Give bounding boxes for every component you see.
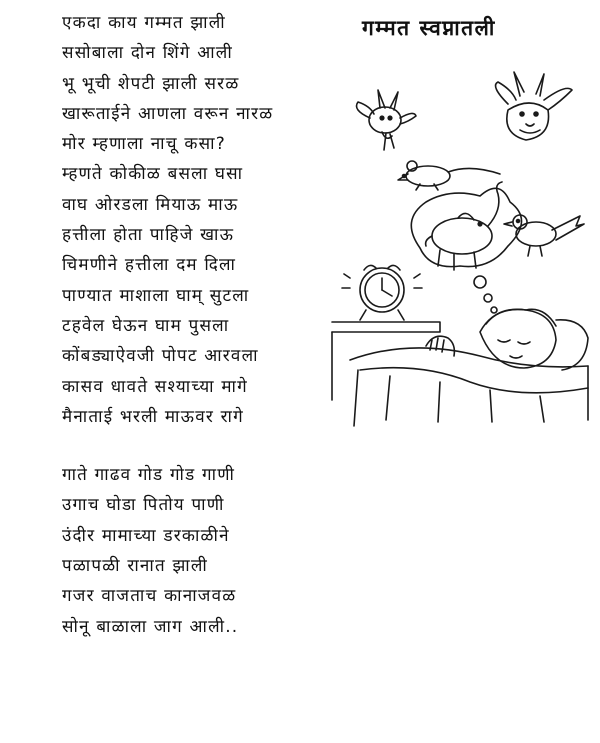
- poem-body: [62, 8, 352, 642]
- stanza-1: [62, 8, 352, 432]
- poem-line: गाते गाढव गोड गोड गाणी: [62, 465, 236, 486]
- poem-line: हत्तीला होता पाहिजे खाऊ: [62, 225, 235, 246]
- poem-title: गम्मत स्वप्नातली: [362, 16, 496, 40]
- poem-line: पळापळी रानात झाली: [62, 556, 209, 577]
- poem-line: एकदा काय गम्मत झाली: [62, 13, 226, 33]
- poem-line: पाण्यात माशाला घाम् सुटला: [62, 285, 250, 306]
- poem-line: सोनू बाळाला जाग आली..: [62, 616, 239, 637]
- poem-line: उंदीर मामाच्या डरकाळीने: [62, 525, 230, 546]
- poem-line: टहवेल घेऊन घाम पुसला: [62, 315, 230, 336]
- poem-line: भू भूची शेपटी झाली सरळ: [62, 73, 240, 94]
- poem-line: मैनाताई भरली माऊवर रागे: [62, 406, 244, 427]
- bedside-table: [332, 322, 440, 400]
- poem-line: उगाच घोडा पितोय पाणी: [62, 495, 225, 516]
- poem-line: खारूताईने आणला वरून नारळ: [62, 103, 274, 124]
- dream-illustration: [330, 70, 592, 430]
- poem-line: कोंबड्याऐवजी पोपट आरवला: [62, 346, 259, 367]
- poem-line: वाघ ओरडला मियाऊ माऊ: [62, 194, 239, 215]
- alarm-clock-icon: [342, 265, 422, 320]
- thought-bubbles: [474, 276, 497, 313]
- horned-rabbit-face-icon: [496, 72, 572, 140]
- poem-line: ससोबाला दोन शिंगे आली: [62, 43, 233, 64]
- poem-line: म्हणते कोकीळ बसला घसा: [62, 164, 244, 185]
- poem-line: चिमणीने हत्तीला दम दिला: [62, 255, 237, 276]
- poem-line: मोर म्हणाला नाचू कसा?: [62, 134, 226, 155]
- mouse-icon: [398, 161, 500, 190]
- poem-line: कासव धावते सश्याच्या मागे: [62, 376, 248, 397]
- elephant-icon: [411, 182, 521, 270]
- stanza-2: [62, 460, 352, 642]
- sleeping-boy-icon: [350, 309, 588, 426]
- poem-line: गजर वाजताच कानाजवळ: [62, 586, 237, 607]
- bird-icon: [504, 215, 584, 256]
- horned-rabbit-icon: [357, 90, 417, 150]
